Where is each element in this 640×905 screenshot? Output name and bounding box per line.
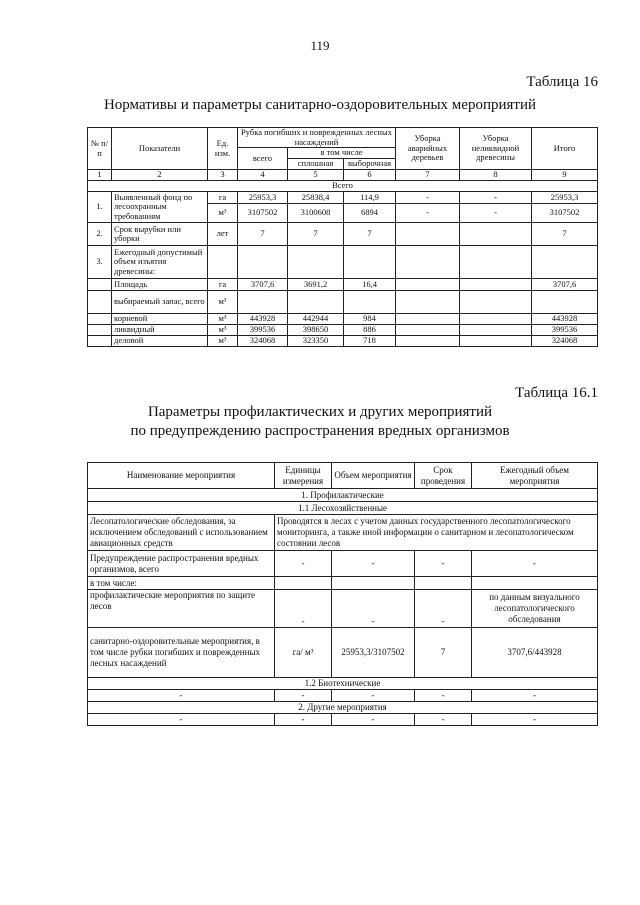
table-row bbox=[88, 192, 598, 204]
row-san-volume: 25953,3/3107502 bbox=[332, 628, 415, 678]
cell-dash: - bbox=[415, 714, 472, 726]
cell-emergency: - bbox=[396, 192, 460, 204]
row-san-annual: 3707,6/443928 bbox=[472, 628, 598, 678]
row-name: Срок вырубки или уборки bbox=[112, 223, 208, 246]
cell-emergency bbox=[396, 223, 460, 246]
cell-empty bbox=[238, 291, 288, 314]
table-row bbox=[88, 325, 598, 336]
row-prof-name: профилактические мероприятия по защите лесов bbox=[88, 590, 275, 628]
cell-clear: 3691,2 bbox=[288, 279, 344, 291]
cell-dash: - bbox=[275, 590, 332, 628]
cell-illiquid bbox=[460, 314, 532, 325]
table-row bbox=[88, 690, 598, 702]
cell-unit: м³ bbox=[208, 314, 238, 325]
header-unit: Единицы измерения bbox=[275, 463, 332, 489]
header-total-sub: всего bbox=[238, 148, 288, 170]
cell-empty bbox=[288, 291, 344, 314]
cell-dash: - bbox=[472, 690, 598, 702]
cell-sum: 324068 bbox=[532, 336, 598, 347]
section-forestry: 1.1 Лесохозяйственные bbox=[88, 502, 598, 515]
row-survey-name: Лесопатологические обследования, за исключением обследований с использованием авиационных средств bbox=[88, 515, 275, 551]
row-prof-annual: по данным визуального лесопатологического обследования bbox=[472, 590, 598, 628]
cell-clear: 442944 bbox=[288, 314, 344, 325]
header-including: в том числе bbox=[288, 148, 396, 159]
col-number: 9 bbox=[532, 170, 598, 181]
cell-sum: 25953,3 bbox=[532, 192, 598, 204]
page-number: 119 bbox=[310, 38, 330, 53]
table-row bbox=[88, 577, 598, 590]
cell-unit: м³ bbox=[208, 204, 238, 223]
cell-empty bbox=[532, 246, 598, 279]
section-all: Всего bbox=[88, 181, 598, 192]
row-san-name: санитарно-оздоровительные мероприятия, в том числе рубки погибших и поврежденных лесных насаждений bbox=[88, 628, 275, 678]
cell-total: 7 bbox=[238, 223, 288, 246]
cell-unit: м³ bbox=[208, 336, 238, 347]
cell-total: 3707,6 bbox=[238, 279, 288, 291]
section-other: 2. Другие мероприятия bbox=[88, 702, 598, 714]
col-number: 6 bbox=[344, 170, 396, 181]
header-term: Срок проведения bbox=[415, 463, 472, 489]
header-illiquid: Уборка неликвидной древесины bbox=[460, 128, 532, 170]
cell-empty bbox=[396, 246, 460, 279]
row-name: Площадь bbox=[112, 279, 208, 291]
col-number: 5 bbox=[288, 170, 344, 181]
cell-sum: 3107502 bbox=[532, 204, 598, 223]
cell-dash: - bbox=[275, 551, 332, 577]
table-row bbox=[88, 314, 598, 325]
header-indicators: Показатели bbox=[112, 128, 208, 170]
cell-illiquid bbox=[460, 223, 532, 246]
cell-sum: 3707,6 bbox=[532, 279, 598, 291]
cell-dash: - bbox=[415, 551, 472, 577]
cell-selective: 6894 bbox=[344, 204, 396, 223]
cell-empty bbox=[415, 577, 472, 590]
cell-unit: га bbox=[208, 279, 238, 291]
cell-emergency bbox=[396, 314, 460, 325]
col-number: 2 bbox=[112, 170, 208, 181]
cell-empty bbox=[88, 291, 112, 314]
section-biotech: 1.2 Биотехнические bbox=[88, 678, 598, 690]
cell-dash: - bbox=[88, 714, 275, 726]
cell-empty bbox=[288, 246, 344, 279]
header-name: Наименование мероприятия bbox=[88, 463, 275, 489]
row-name: деловой bbox=[112, 336, 208, 347]
cell-illiquid bbox=[460, 279, 532, 291]
cell-dash: - bbox=[332, 690, 415, 702]
cell-empty bbox=[344, 291, 396, 314]
row-prevent-name: Предупреждение распространения вредных организмов, всего bbox=[88, 551, 275, 577]
row-including: в том числе: bbox=[88, 577, 275, 590]
header-total: Итого bbox=[532, 128, 598, 170]
cell-empty bbox=[472, 577, 598, 590]
cell-clear: 3100608 bbox=[288, 204, 344, 223]
table16-title: Нормативы и параметры санитарно-оздоровительных мероприятий bbox=[103, 97, 537, 113]
row-name: выбираемый запас, всего bbox=[112, 291, 208, 314]
table-row bbox=[88, 551, 598, 577]
cell-illiquid bbox=[460, 336, 532, 347]
cell-dash: - bbox=[332, 551, 415, 577]
row-name: Выявленный фонд по лесоохранным требованиям bbox=[112, 192, 208, 223]
row-name: Ежегодный допустимый объем изъятия древесины: bbox=[112, 246, 208, 279]
cell-illiquid bbox=[460, 325, 532, 336]
cell-empty bbox=[332, 577, 415, 590]
cell-dash: - bbox=[275, 690, 332, 702]
header-felling: Рубка погибших и поврежденных лесных насаждений bbox=[238, 128, 396, 148]
col-numbers-row bbox=[88, 170, 598, 181]
col-number: 4 bbox=[238, 170, 288, 181]
cell-clear: 323350 bbox=[288, 336, 344, 347]
row-name: ликвидный bbox=[112, 325, 208, 336]
cell-empty bbox=[208, 246, 238, 279]
table161-title bbox=[0, 403, 640, 441]
cell-empty bbox=[344, 246, 396, 279]
row-num: 1. bbox=[88, 192, 112, 223]
cell-clear: 7 bbox=[288, 223, 344, 246]
table-row bbox=[88, 336, 598, 347]
cell-empty bbox=[88, 314, 112, 325]
cell-selective: 984 bbox=[344, 314, 396, 325]
row-name: корневой bbox=[112, 314, 208, 325]
cell-empty bbox=[532, 291, 598, 314]
cell-selective: 7 bbox=[344, 223, 396, 246]
cell-sum: 443928 bbox=[532, 314, 598, 325]
header-emergency: Уборка аварийных деревьев bbox=[396, 128, 460, 170]
cell-emergency bbox=[396, 336, 460, 347]
header-annual: Ежегодный объем мероприятия bbox=[472, 463, 598, 489]
table-row bbox=[88, 590, 598, 628]
cell-clear: 398650 bbox=[288, 325, 344, 336]
table-row bbox=[88, 246, 598, 279]
col-number: 7 bbox=[396, 170, 460, 181]
cell-sum: 399536 bbox=[532, 325, 598, 336]
cell-total: 399536 bbox=[238, 325, 288, 336]
cell-dash: - bbox=[332, 714, 415, 726]
row-san-unit: га/ м³ bbox=[275, 628, 332, 678]
cell-total: 443928 bbox=[238, 314, 288, 325]
cell-clear: 25838,4 bbox=[288, 192, 344, 204]
cell-total: 324068 bbox=[238, 336, 288, 347]
cell-empty bbox=[460, 246, 532, 279]
cell-empty bbox=[396, 291, 460, 314]
header-selective: выборочная bbox=[344, 159, 396, 170]
header-clear: сплошная bbox=[288, 159, 344, 170]
cell-unit: м³ bbox=[208, 291, 238, 314]
cell-dash: - bbox=[415, 690, 472, 702]
cell-dash: - bbox=[472, 714, 598, 726]
cell-unit: лет bbox=[208, 223, 238, 246]
cell-dash: - bbox=[275, 714, 332, 726]
cell-empty bbox=[88, 325, 112, 336]
cell-dash: - bbox=[332, 590, 415, 628]
table-row bbox=[88, 714, 598, 726]
cell-empty bbox=[238, 246, 288, 279]
row-survey-text: Проводятся в лесах с учетом данных государственного лесопатологического мониторинга, а также иной информации о санитарном и лесопатологическом состоянии лесов bbox=[275, 515, 598, 551]
cell-emergency bbox=[396, 325, 460, 336]
table161-title-line1: Параметры профилактических и других мероприятий bbox=[147, 404, 493, 420]
cell-empty bbox=[460, 291, 532, 314]
table161-label: Таблица 16.1 bbox=[515, 385, 598, 401]
row-num: 3. bbox=[88, 246, 112, 279]
cell-selective: 718 bbox=[344, 336, 396, 347]
cell-emergency: - bbox=[396, 204, 460, 223]
section-preventive: 1. Профилактические bbox=[88, 489, 598, 502]
cell-sum: 7 bbox=[532, 223, 598, 246]
row-san-term: 7 bbox=[415, 628, 472, 678]
table-row bbox=[88, 223, 598, 246]
table-row bbox=[88, 279, 598, 291]
cell-emergency bbox=[396, 279, 460, 291]
table-row bbox=[88, 291, 598, 314]
cell-unit: м³ bbox=[208, 325, 238, 336]
table161 bbox=[87, 462, 598, 726]
cell-selective: 16,4 bbox=[344, 279, 396, 291]
header-volume: Объем мероприятия bbox=[332, 463, 415, 489]
cell-empty bbox=[275, 577, 332, 590]
row-num: 2. bbox=[88, 223, 112, 246]
cell-total: 25953,3 bbox=[238, 192, 288, 204]
table16 bbox=[87, 127, 598, 347]
cell-dash: - bbox=[415, 590, 472, 628]
cell-unit: га bbox=[208, 192, 238, 204]
col-number: 3 bbox=[208, 170, 238, 181]
table161-title-line2: по предупреждению распространения вредных организмов bbox=[130, 423, 510, 439]
cell-illiquid: - bbox=[460, 192, 532, 204]
table16-label: Таблица 16 bbox=[526, 74, 598, 90]
col-number: 8 bbox=[460, 170, 532, 181]
cell-empty bbox=[88, 279, 112, 291]
col-number: 1 bbox=[88, 170, 112, 181]
cell-illiquid: - bbox=[460, 204, 532, 223]
header-unit: Ед. изм. bbox=[208, 128, 238, 170]
cell-total: 3107502 bbox=[238, 204, 288, 223]
cell-empty bbox=[88, 336, 112, 347]
table-row bbox=[88, 515, 598, 551]
cell-dash: - bbox=[472, 551, 598, 577]
header-num: № п/п bbox=[88, 128, 112, 170]
cell-dash: - bbox=[88, 690, 275, 702]
cell-selective: 114,9 bbox=[344, 192, 396, 204]
cell-selective: 886 bbox=[344, 325, 396, 336]
table-row bbox=[88, 628, 598, 678]
